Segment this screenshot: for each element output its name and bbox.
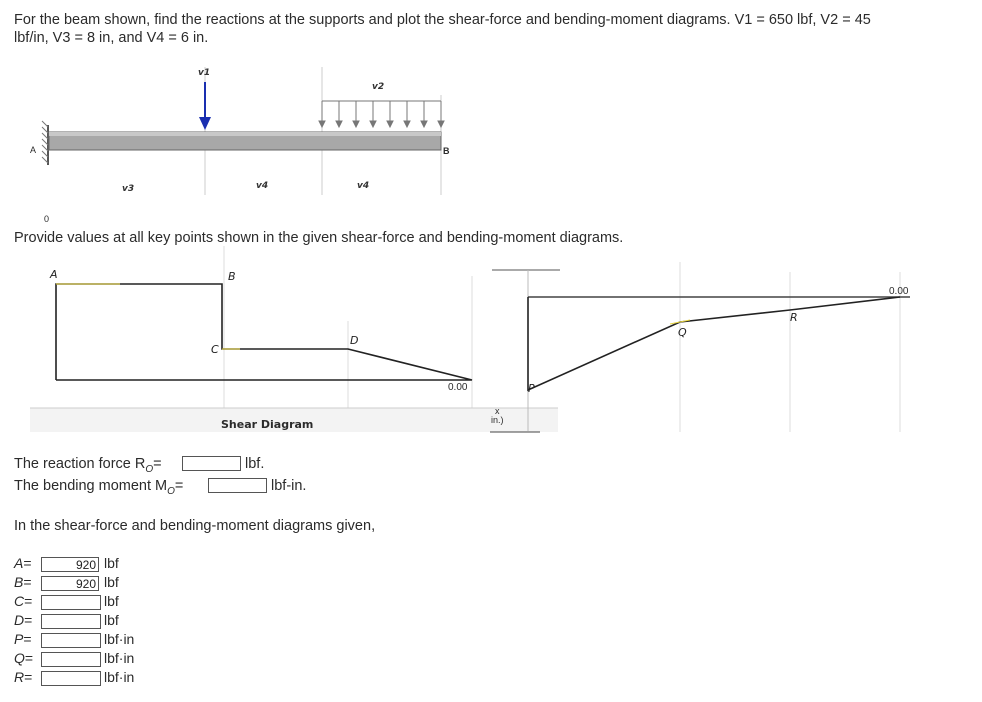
answer-name: B (14, 574, 24, 590)
answer-unit-q: lbf·in (104, 650, 135, 666)
bending-moment-subscript: O (167, 485, 175, 497)
answer-unit-r: lbf·in (104, 669, 135, 685)
shear-label-a: A (50, 268, 58, 281)
answer-label-q (14, 650, 33, 666)
answer-label-r (14, 669, 32, 685)
beam-figure (0, 55, 500, 225)
label-point-a: A (30, 145, 37, 155)
moment-zero-label: 0.00 (889, 286, 909, 297)
answer-unit-d: lbf (104, 612, 119, 628)
reaction-force-unit: lbf. (245, 456, 265, 472)
answer-label-a (14, 555, 32, 571)
answer-eq: = (24, 669, 33, 685)
answer-unit-c: lbf (104, 593, 119, 609)
reaction-force-subscript: O (145, 463, 154, 475)
answer-eq: = (24, 650, 34, 666)
answer-label-p (14, 631, 32, 647)
answer-input-d[interactable] (41, 614, 101, 629)
answer-name: P (14, 631, 24, 647)
answer-eq: = (24, 593, 33, 609)
distributed-load-icon (319, 101, 444, 127)
bending-moment-eq: = (174, 478, 184, 494)
answer-name: A (14, 555, 24, 571)
problem-line-1: For the beam shown, find the reactions at the supports and plot the shear-force and bending-moment diagrams. V1 = 650 lbf, V2 = 45 (14, 12, 871, 28)
label-v4-b: v4 (357, 181, 370, 191)
answer-name: C (14, 593, 25, 609)
label-v2: v2 (372, 82, 385, 92)
answer-eq: = (23, 574, 32, 590)
answer-name: Q (14, 650, 25, 666)
answer-eq: = (23, 631, 32, 647)
answer-input-a[interactable] (41, 557, 99, 572)
answer-input-r[interactable] (41, 671, 101, 686)
bending-moment-label: The bending moment M (14, 478, 168, 494)
reaction-force-eq: = (153, 456, 162, 472)
label-origin: 0 (44, 214, 50, 224)
answer-eq: = (24, 612, 33, 628)
label-v3: v3 (122, 184, 135, 194)
answer-name: R (14, 669, 25, 685)
answer-input-b[interactable] (41, 576, 99, 591)
reaction-force-row (14, 455, 162, 479)
moment-label-r: R (790, 311, 798, 324)
shear-label-d: D (350, 334, 359, 347)
problem-line-2: lbf/in, V3 = 8 in, and V4 = 6 in. (14, 30, 209, 46)
moment-axis-unit: in.) (491, 415, 504, 425)
diagram-prompt: In the shear-force and bending-moment diagrams given, (14, 518, 376, 534)
answer-label-b (14, 574, 32, 590)
label-v1: v1 (198, 68, 211, 78)
answer-name: D (14, 612, 25, 628)
answer-eq: = (23, 555, 32, 571)
answer-unit-p: lbf·in (104, 631, 135, 647)
moment-axis-x: x (495, 406, 500, 416)
point-load-arrow-icon (199, 82, 211, 130)
label-point-b: B (443, 146, 450, 156)
shear-zero-label: 0.00 (448, 382, 468, 393)
answer-input-p[interactable] (41, 633, 101, 648)
label-v4-a: v4 (256, 181, 269, 191)
answer-unit-a: lbf (104, 555, 119, 571)
answer-label-c (14, 593, 32, 609)
shear-moment-diagrams (0, 246, 560, 436)
moment-diagram-curve (528, 297, 900, 390)
instruction-text: Provide values at all key points shown in the given shear-force and bending-moment diagrams. (14, 230, 624, 246)
shear-label-b: B (228, 270, 236, 283)
shear-label-c: C (211, 343, 219, 356)
bending-moment-input[interactable] (208, 478, 267, 493)
answer-input-q[interactable] (41, 652, 101, 667)
bending-moment-unit: lbf-in. (271, 478, 307, 494)
reaction-force-input[interactable] (182, 456, 241, 471)
shear-diagram-title: Shear Diagram (221, 418, 314, 431)
moment-label-q: Q (678, 326, 687, 339)
answer-unit-b: lbf (104, 574, 119, 590)
answer-label-d (14, 612, 32, 628)
wall-support-icon (42, 121, 48, 165)
reaction-force-label: The reaction force R (14, 456, 146, 472)
answer-input-c[interactable] (41, 595, 101, 610)
bending-moment-row (14, 477, 183, 501)
moment-label-p: P (528, 382, 535, 395)
